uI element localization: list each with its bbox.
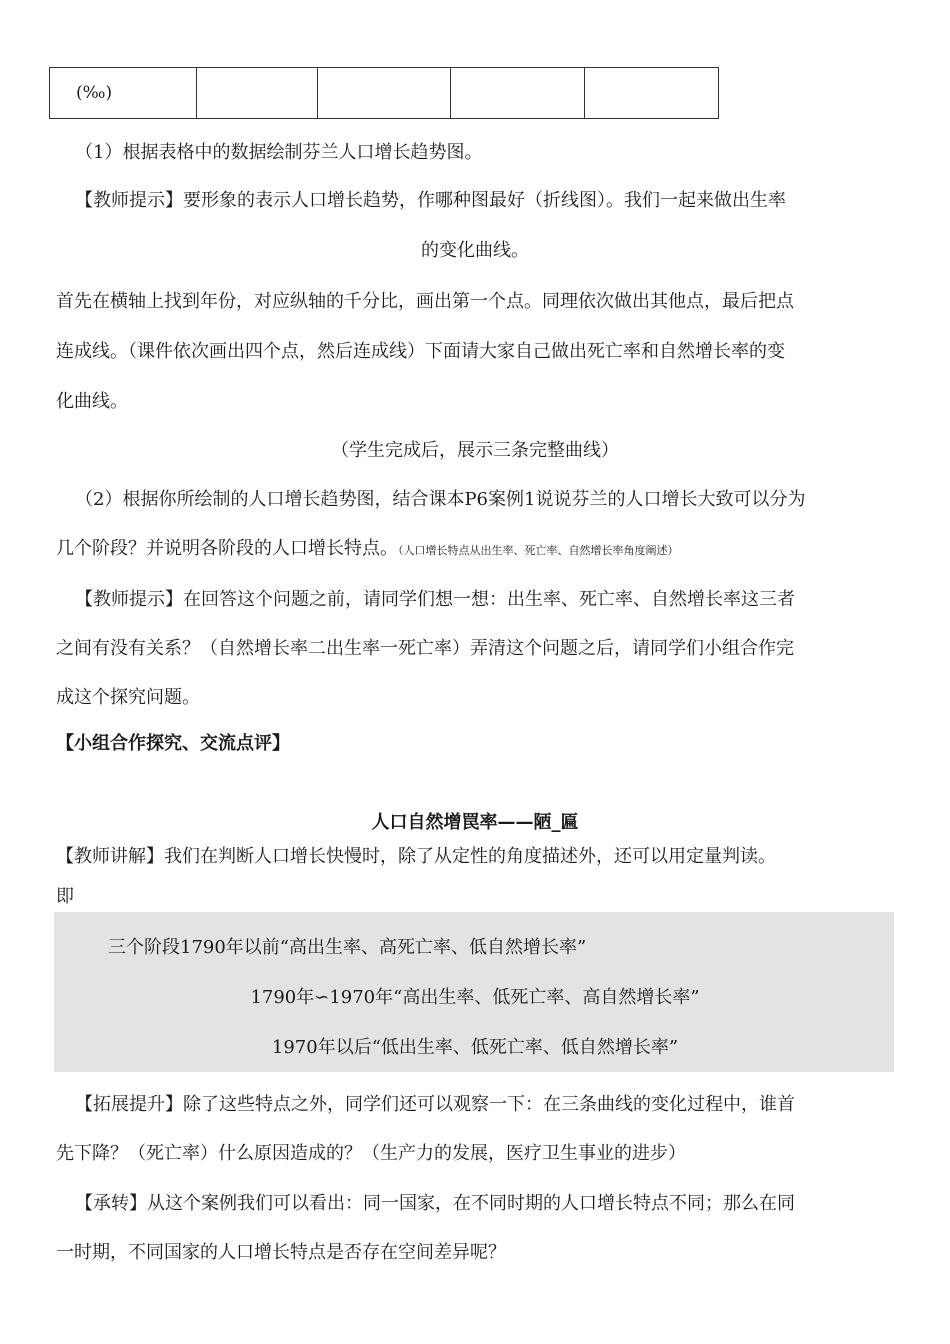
table-row bbox=[50, 68, 719, 119]
section-heading: 人口自然增罠率——陋_匾 bbox=[371, 812, 579, 833]
table-cell bbox=[50, 68, 197, 119]
unit-label: (‰) bbox=[76, 83, 113, 103]
transition-line-1: 【承转】从这个案例我们可以看出：同一国家，在不同时期的人口增长特点不同；那么在同 bbox=[75, 1193, 795, 1214]
question-2-line-1: （2）根据你所绘制的人口增长趋势图，结合课本P6案例1说说芬兰的人口增长大致可以分为 bbox=[75, 489, 806, 510]
table-cell bbox=[585, 68, 719, 119]
group-inquiry-label: 【小组合作探究、交流点评】 bbox=[56, 733, 290, 754]
summary-line-3: 1970年以后“低出生率、低死亡率、低自然增长率” bbox=[271, 1037, 679, 1058]
paragraph-2: （学生完成后，展示三条完整曲线） bbox=[331, 440, 619, 461]
paragraph-1-line-1: 首先在横轴上找到年份，对应纵轴的千分比，画出第一个点。同理依次做出其他点，最后把点 bbox=[56, 291, 794, 312]
question-2-text: 几个阶段？并说明各阶段的人口增长特点。 bbox=[56, 538, 398, 559]
ji-label: 即 bbox=[56, 886, 74, 907]
extension-line-2: 先下降？（死亡率）什么原因造成的？（生产力的发展，医疗卫生事业的进步） bbox=[56, 1143, 686, 1164]
table-cell bbox=[318, 68, 451, 119]
extension-line-1: 【拓展提升】除了这些特点之外，同学们还可以观察一下：在三条曲线的变化过程中，谁首 bbox=[75, 1094, 795, 1115]
question-2-note: （人口增长特点从出生率、死亡率、自然增长率角度阐述） bbox=[398, 544, 679, 557]
transition-line-2: 一时期，不同国家的人口增长特点是否存在空间差异呢？ bbox=[56, 1242, 506, 1263]
teacher-tip-1-line-1: 【教师提示】要形象的表示人口增长趋势，作哪种图最好（折线图）。我们一起来做出生率 bbox=[75, 190, 786, 211]
summary-line-2: 1790年∽1970年“高出生率、低死亡率、高自然增长率” bbox=[250, 987, 700, 1008]
question-1: （1）根据表格中的数据绘制芬兰人口增长趋势图。 bbox=[75, 142, 483, 163]
summary-line-1: 三个阶段1790年以前“高出生率、高死亡率、低自然增长率” bbox=[108, 937, 587, 958]
teacher-tip-2-line-2: 之间有没有关系？（自然增长率二出生率一死亡率）弄清这个问题之后，请同学们小组合作完 bbox=[56, 638, 794, 659]
question-2-line-2 bbox=[56, 537, 679, 563]
teacher-lecture: 【教师讲解】我们在判断人口增长快慢时，除了从定性的角度描述外，还可以用定量判读。 bbox=[56, 846, 776, 867]
paragraph-1-line-2: 连成线。（课件依次画出四个点，然后连成线）下面请大家自己做出死亡率和自然增长率的变 bbox=[56, 341, 785, 362]
data-table-fragment bbox=[49, 67, 719, 119]
table-cell bbox=[451, 68, 585, 119]
teacher-tip-2-line-3: 成这个探究问题。 bbox=[56, 687, 200, 708]
teacher-tip-2-line-1: 【教师提示】在回答这个问题之前，请同学们想一想：出生率、死亡率、自然增长率这三者 bbox=[75, 589, 795, 610]
teacher-tip-1-line-2: 的变化曲线。 bbox=[421, 240, 529, 261]
table-cell bbox=[197, 68, 318, 119]
paragraph-1-line-3: 化曲线。 bbox=[56, 391, 128, 412]
